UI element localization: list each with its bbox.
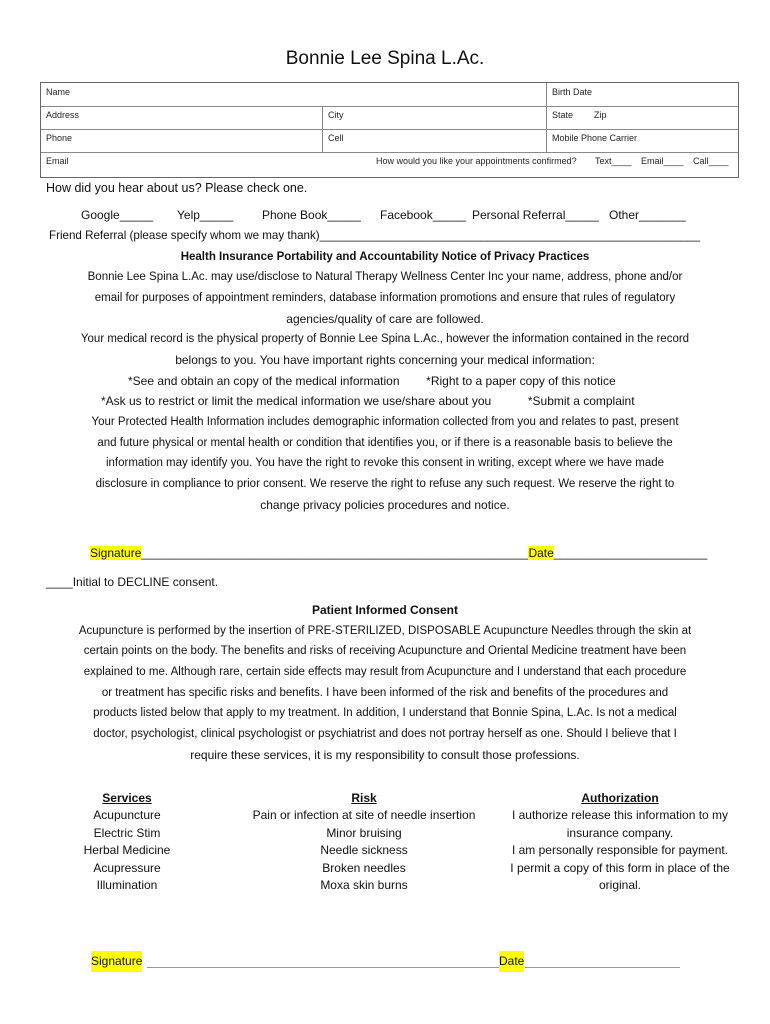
service-item: Acupuncture — [93, 808, 161, 823]
authorization-column — [495, 790, 745, 894]
authorization-line: original. — [598, 878, 642, 893]
patient-info-grid — [40, 82, 739, 178]
grid-row-divider — [41, 129, 738, 130]
grid-col-divider — [546, 83, 547, 152]
consent-paragraph-line: doctor, psychologist, clinical psychologist or psychiatrist and does not portray herself as one. Should I believe that I — [93, 728, 677, 740]
signature-line[interactable]: __________________________________________________________ — [141, 546, 529, 560]
service-item: Herbal Medicine — [83, 843, 171, 858]
referral-friend[interactable]: Friend Referral (please specify whom we may thank)___________________________________________________________ — [49, 229, 701, 242]
zip-field[interactable]: Zip — [594, 110, 607, 120]
signature-label: Signature — [90, 546, 142, 560]
service-item: Electric Stim — [93, 825, 161, 840]
confirm-question: How would you like your appointments confirmed? — [376, 156, 577, 166]
city-field[interactable]: City — [328, 110, 344, 120]
signature-row-1 — [90, 543, 707, 564]
authorization-line: I am personally responsible for payment. — [511, 843, 729, 858]
cell-field[interactable]: Cell — [328, 133, 344, 143]
signature-line-2[interactable] — [147, 967, 500, 968]
confirm-call-option[interactable]: Call____ — [693, 156, 729, 166]
confirm-email-option[interactable]: Email____ — [641, 156, 684, 166]
authorization-line: insurance company. — [566, 825, 674, 840]
date-label: Date — [528, 546, 554, 560]
privacy-paragraph-line: change privacy policies procedures and notice. — [260, 498, 510, 512]
privacy-right-item: *Ask us to restrict or limit the medical information we use/share about you *Submit a complaint — [101, 394, 635, 408]
consent-paragraph-line: or treatment has specific risks and benefits. I have been informed of the risk and benefits of the procedures and — [101, 687, 669, 699]
consent-paragraph-line: explained to me. Although rare, certain side effects may result from Acupuncture and I understand that each procedure — [83, 666, 687, 678]
referral-yelp[interactable]: Yelp_____ — [177, 208, 234, 222]
decline-consent[interactable]: ____Initial to DECLINE consent. — [46, 575, 219, 589]
privacy-paragraph-line: Bonnie Lee Spina L.Ac. may use/disclose to Natural Therapy Wellness Center Inc your name, address, phone and/or — [87, 271, 683, 283]
referral-phone-book[interactable]: Phone Book_____ — [262, 208, 361, 222]
privacy-paragraph-line: belongs to you. You have important rights concerning your medical information: — [175, 353, 595, 367]
privacy-paragraph-line: email for purposes of appointment reminders, database information promotions and ensure that rules of regulatory — [94, 292, 676, 304]
privacy-paragraph-line: Your Protected Health Information includes demographic information collected from you and relates to past, present — [91, 416, 679, 428]
date-line[interactable]: _______________________ — [553, 546, 708, 560]
mobile-carrier-field[interactable]: Mobile Phone Carrier — [552, 133, 638, 143]
state-field[interactable]: State — [552, 110, 574, 120]
consent-heading: Patient Informed Consent — [311, 603, 458, 617]
grid-col-divider — [322, 106, 323, 152]
page-title: Bonnie Lee Spina L.Ac. — [285, 48, 485, 69]
date-label-2: Date — [499, 951, 524, 972]
privacy-paragraph-line: and future physical or mental health or condition that identifies you, or if there is a reasonable basis to believe the — [97, 437, 673, 449]
authorization-line: I permit a copy of this form in place of the — [510, 860, 730, 875]
signature-label-2: Signature — [91, 951, 142, 972]
risk-item: Minor bruising — [326, 825, 402, 840]
birth-date-field[interactable]: Birth Date — [552, 87, 593, 97]
address-field[interactable]: Address — [46, 110, 80, 120]
referral-google[interactable]: Google_____ — [81, 208, 154, 222]
services-heading: Services — [102, 791, 152, 805]
authorization-line: I authorize release this information to my — [511, 808, 729, 823]
service-item: Illumination — [96, 878, 158, 893]
consent-paragraph-line: require these services, it is my responsibility to consult those professions. — [190, 748, 580, 762]
grid-row-divider — [41, 106, 738, 107]
phone-field[interactable]: Phone — [46, 133, 73, 143]
referral-personal[interactable]: Personal Referral_____ — [472, 208, 599, 222]
privacy-paragraph-line: agencies/quality of care are followed. — [286, 312, 484, 326]
risk-item: Moxa skin burns — [320, 878, 408, 893]
risk-item: Broken needles — [322, 860, 406, 875]
grid-row-divider — [41, 152, 738, 153]
service-item: Acupressure — [93, 860, 161, 875]
risk-heading: Risk — [351, 791, 377, 805]
confirm-text-option[interactable]: Text____ — [595, 156, 632, 166]
privacy-paragraph-line: Your medical record is the physical property of Bonnie Lee Spina L.Ac., however the information contained in the record — [80, 333, 690, 345]
date-line-2[interactable] — [525, 967, 680, 968]
privacy-paragraph-line: disclosure in compliance to prior consent. We reserve the right to refuse any such request. We reserve the right to — [95, 478, 675, 490]
name-field[interactable]: Name — [46, 87, 71, 97]
privacy-right-item: *See and obtain an copy of the medical information *Right to a paper copy of this notice — [128, 374, 616, 388]
referral-other[interactable]: Other_______ — [609, 208, 686, 222]
referral-question: How did you hear about us? Please check one. — [46, 181, 308, 195]
email-field[interactable]: Email — [46, 156, 69, 166]
services-column — [65, 790, 189, 894]
referral-facebook[interactable]: Facebook_____ — [380, 208, 467, 222]
privacy-paragraph-line: information may identify you. You have the right to revoke this consent in writing, except where we have made — [105, 457, 665, 469]
consent-paragraph-line: certain points on the body. The benefits and risks of receiving Acupuncture and Oriental Medicine treatment have been — [83, 645, 687, 657]
risk-item: Needle sickness — [320, 843, 408, 858]
authorization-heading: Authorization — [581, 791, 659, 805]
consent-paragraph-line: products listed below that apply to my treatment. In addition, I understand that Bonnie Spina, L.Ac. Is not a medical — [93, 707, 677, 719]
risk-column — [232, 790, 496, 894]
risk-item: Pain or infection at site of needle insertion — [252, 808, 476, 823]
privacy-heading: Health Insurance Portability and Accountability Notice of Privacy Practices — [180, 251, 590, 263]
consent-paragraph-line: Acupuncture is performed by the insertion of PRE-STERILIZED, DISPOSABLE Acupuncture Needles through the skin at — [78, 625, 692, 637]
